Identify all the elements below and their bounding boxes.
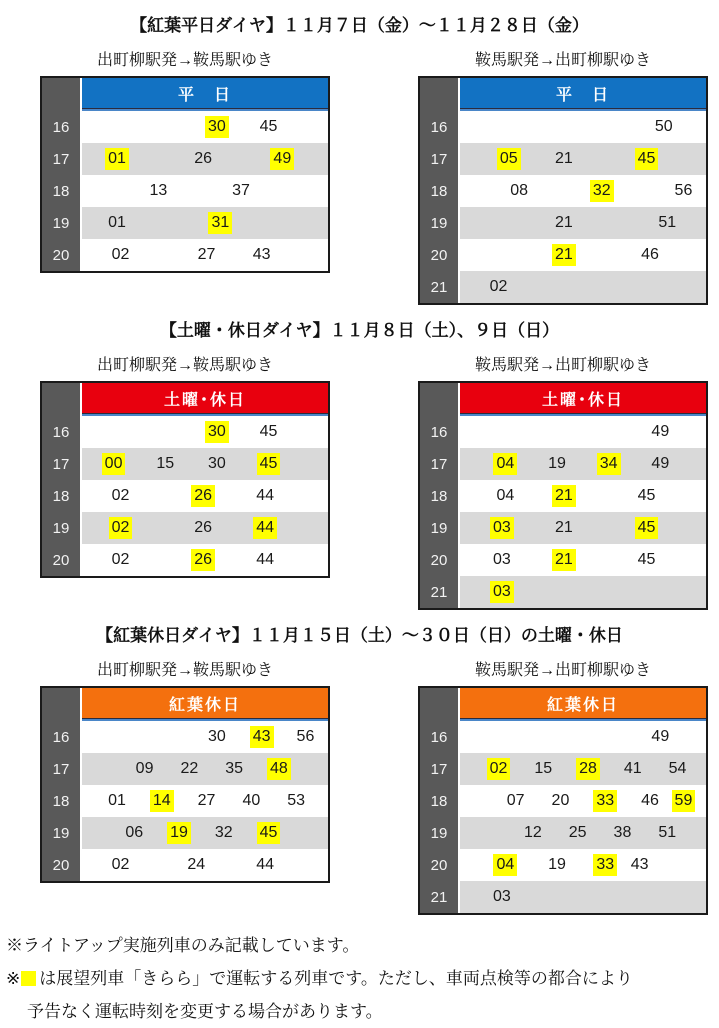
hour-cell: 19 bbox=[420, 512, 460, 544]
minute: 53 bbox=[287, 792, 305, 809]
minutes-area bbox=[460, 239, 706, 271]
minutes-area bbox=[82, 480, 328, 512]
minute-kirara-highlighted: 33 bbox=[593, 854, 617, 876]
minute: 38 bbox=[613, 824, 632, 841]
hour-cell: 19 bbox=[42, 512, 82, 544]
hour-cell: 19 bbox=[420, 817, 460, 849]
minute: 50 bbox=[654, 118, 673, 135]
minutes-area bbox=[82, 512, 328, 544]
hour-cell: 18 bbox=[42, 785, 82, 817]
minute: 49 bbox=[651, 728, 670, 745]
minutes-area bbox=[460, 753, 706, 785]
minute: 44 bbox=[256, 856, 274, 873]
minutes-area bbox=[460, 721, 706, 753]
minutes-area bbox=[460, 271, 706, 303]
timetable-header-row bbox=[42, 78, 328, 108]
minutes-area bbox=[460, 544, 706, 576]
timetable-inbound bbox=[418, 76, 708, 305]
hour-cell: 20 bbox=[420, 239, 460, 271]
minutes-area bbox=[460, 448, 706, 480]
minute: 45 bbox=[637, 551, 656, 568]
minutes-area bbox=[82, 849, 328, 881]
minute-kirara-highlighted: 05 bbox=[497, 148, 521, 170]
minute: 21 bbox=[555, 150, 573, 167]
timetable-row bbox=[42, 480, 328, 512]
minute: 51 bbox=[658, 824, 677, 841]
minutes-area bbox=[82, 544, 328, 576]
hour-column-stub bbox=[42, 383, 82, 413]
minute: 03 bbox=[493, 551, 511, 568]
hour-cell: 17 bbox=[42, 448, 82, 480]
hour-cell: 18 bbox=[420, 785, 460, 817]
timetable-rows bbox=[42, 416, 328, 576]
hour-cell: 18 bbox=[42, 175, 82, 207]
timetable-header-label: 紅葉休日 bbox=[460, 688, 706, 718]
timetable-inbound bbox=[418, 381, 708, 610]
timetable-outbound bbox=[40, 686, 330, 883]
hour-cell: 21 bbox=[420, 271, 460, 303]
minute: 44 bbox=[256, 487, 274, 504]
timetable-row bbox=[420, 881, 706, 913]
minutes-area bbox=[460, 207, 706, 239]
table-caption-outbound: 出町柳駅発→鞍馬駅ゆき bbox=[96, 357, 273, 374]
minute-kirara-highlighted: 04 bbox=[493, 453, 517, 475]
minute: 21 bbox=[555, 214, 573, 231]
minute: 51 bbox=[658, 214, 677, 231]
table-caption-inbound: 鞍馬駅発→出町柳駅ゆき bbox=[474, 662, 651, 679]
hour-cell: 16 bbox=[42, 111, 82, 143]
minute: 49 bbox=[651, 423, 670, 440]
minutes-area bbox=[460, 480, 706, 512]
minute: 30 bbox=[208, 728, 226, 745]
minute-kirara-highlighted: 26 bbox=[191, 485, 215, 507]
minute-kirara-highlighted: 21 bbox=[552, 549, 576, 571]
timetable-row bbox=[420, 849, 706, 881]
minute: 06 bbox=[125, 824, 144, 841]
timetable-rows bbox=[42, 111, 328, 271]
minute: 46 bbox=[641, 792, 659, 809]
minutes-area bbox=[82, 785, 328, 817]
minutes-area bbox=[460, 817, 706, 849]
minutes-area bbox=[82, 175, 328, 207]
section-autumn-holiday bbox=[0, 624, 719, 915]
minute: 02 bbox=[111, 856, 130, 873]
section-saturday-holiday bbox=[0, 319, 719, 610]
timetable-row bbox=[42, 512, 328, 544]
table-col-inbound bbox=[418, 48, 708, 305]
timetable-header-row bbox=[420, 78, 706, 108]
timetable-row bbox=[42, 448, 328, 480]
minute: 43 bbox=[630, 856, 649, 873]
minute: 01 bbox=[108, 792, 126, 809]
section-title: 【土曜・休日ダイヤ】１１月８日（土）、９日（日） bbox=[159, 321, 560, 340]
timetable-rows bbox=[420, 416, 706, 608]
minute: 19 bbox=[548, 856, 566, 873]
timetable-row bbox=[42, 753, 328, 785]
minutes-area bbox=[82, 239, 328, 271]
hour-cell: 17 bbox=[420, 448, 460, 480]
timetable-rows bbox=[42, 721, 328, 881]
minute: 45 bbox=[637, 487, 656, 504]
timetable-row bbox=[42, 239, 328, 271]
minute-kirara-highlighted: 43 bbox=[250, 726, 274, 748]
timetable-row bbox=[420, 753, 706, 785]
footnotes bbox=[6, 929, 719, 1028]
minutes-area bbox=[460, 111, 706, 143]
minute-kirara-highlighted: 45 bbox=[257, 453, 281, 475]
timetable-row bbox=[42, 849, 328, 881]
minute: 02 bbox=[111, 551, 130, 568]
minute: 01 bbox=[108, 214, 126, 231]
minute: 27 bbox=[197, 792, 216, 809]
timetable-row bbox=[420, 576, 706, 608]
section-title: 【紅葉平日ダイヤ】１１月７日（金）～１１月２８日（金） bbox=[130, 16, 589, 35]
note-lightup-only bbox=[6, 929, 719, 962]
minute: 15 bbox=[534, 760, 553, 777]
hour-cell: 17 bbox=[42, 753, 82, 785]
minute: 37 bbox=[232, 182, 250, 199]
hour-cell: 18 bbox=[42, 480, 82, 512]
minute: 15 bbox=[156, 455, 175, 472]
minute: 56 bbox=[296, 728, 315, 745]
minute-kirara-highlighted: 30 bbox=[205, 421, 229, 443]
hour-column-stub bbox=[420, 78, 460, 108]
table-caption-inbound: 鞍馬駅発→出町柳駅ゆき bbox=[474, 357, 651, 374]
timetable-rows bbox=[420, 111, 706, 303]
minutes-area bbox=[82, 721, 328, 753]
table-col-inbound bbox=[418, 353, 708, 610]
timetable-row bbox=[420, 721, 706, 753]
minutes-area bbox=[82, 111, 328, 143]
minute-kirara-highlighted: 32 bbox=[590, 180, 614, 202]
hour-column-stub bbox=[42, 688, 82, 718]
minutes-area bbox=[460, 849, 706, 881]
hour-cell: 18 bbox=[420, 175, 460, 207]
tables-row bbox=[0, 48, 719, 305]
minute: 08 bbox=[510, 182, 529, 199]
hour-cell: 20 bbox=[42, 544, 82, 576]
minute: 30 bbox=[208, 455, 226, 472]
timetable-row bbox=[42, 817, 328, 849]
timetable-header-row bbox=[420, 688, 706, 718]
timetable-row bbox=[420, 207, 706, 239]
timetable-row bbox=[420, 175, 706, 207]
timetable-header-label: 平 日 bbox=[82, 78, 328, 108]
hour-cell: 19 bbox=[420, 207, 460, 239]
minute-kirara-highlighted: 26 bbox=[191, 549, 215, 571]
minute: 26 bbox=[194, 519, 213, 536]
minute-kirara-highlighted: 59 bbox=[672, 790, 696, 812]
minutes-area bbox=[460, 143, 706, 175]
minute: 24 bbox=[187, 856, 206, 873]
minutes-area bbox=[460, 881, 706, 913]
note-text: ※ライトアップ実施列車のみ記載しています。 bbox=[6, 936, 360, 955]
timetable-header-label: 土曜･休日 bbox=[82, 383, 328, 413]
table-caption-inbound: 鞍馬駅発→出町柳駅ゆき bbox=[474, 52, 651, 69]
minute: 26 bbox=[194, 150, 213, 167]
minute: 41 bbox=[623, 760, 642, 777]
minute-kirara-highlighted: 44 bbox=[253, 517, 277, 539]
timetable-outbound bbox=[40, 76, 330, 273]
table-caption-outbound: 出町柳駅発→鞍馬駅ゆき bbox=[96, 52, 273, 69]
minute: 45 bbox=[259, 118, 278, 135]
table-col-outbound bbox=[40, 48, 330, 273]
timetable-row bbox=[420, 480, 706, 512]
timetable-row bbox=[420, 143, 706, 175]
minutes-area bbox=[82, 448, 328, 480]
timetable-row bbox=[420, 239, 706, 271]
minute: 02 bbox=[111, 246, 130, 263]
minutes-area bbox=[82, 753, 328, 785]
yellow-square-icon bbox=[21, 971, 36, 986]
timetable-row bbox=[42, 544, 328, 576]
timetable-row bbox=[420, 512, 706, 544]
hour-cell: 17 bbox=[42, 143, 82, 175]
hour-cell: 18 bbox=[420, 480, 460, 512]
tables-row bbox=[0, 658, 719, 915]
minute-kirara-highlighted: 02 bbox=[487, 758, 511, 780]
timetable-header-row bbox=[42, 383, 328, 413]
minutes-area bbox=[82, 207, 328, 239]
minutes-area bbox=[460, 576, 706, 608]
minute-kirara-highlighted: 21 bbox=[552, 244, 576, 266]
note-text: 予告なく運転時刻を変更する場合があります。 bbox=[27, 1002, 383, 1021]
hour-column-stub bbox=[42, 78, 82, 108]
minute-kirara-highlighted: 03 bbox=[490, 517, 514, 539]
minute: 09 bbox=[135, 760, 154, 777]
minute: 07 bbox=[506, 792, 525, 809]
minute: 27 bbox=[197, 246, 216, 263]
timetable-row bbox=[420, 416, 706, 448]
minute-kirara-highlighted: 31 bbox=[208, 212, 232, 234]
hour-cell: 16 bbox=[420, 721, 460, 753]
minute-kirara-highlighted: 30 bbox=[205, 116, 229, 138]
hour-cell: 19 bbox=[42, 207, 82, 239]
minutes-area bbox=[460, 175, 706, 207]
hour-cell: 16 bbox=[42, 721, 82, 753]
hour-cell: 19 bbox=[42, 817, 82, 849]
hour-cell: 17 bbox=[420, 143, 460, 175]
minute-kirara-highlighted: 01 bbox=[105, 148, 129, 170]
minute-kirara-highlighted: 00 bbox=[102, 453, 126, 475]
minute: 54 bbox=[668, 760, 687, 777]
timetable-row bbox=[42, 207, 328, 239]
minute: 32 bbox=[214, 824, 233, 841]
timetable-row bbox=[420, 544, 706, 576]
minute-kirara-highlighted: 02 bbox=[109, 517, 133, 539]
minute: 03 bbox=[493, 888, 511, 905]
hour-cell: 16 bbox=[42, 416, 82, 448]
table-col-outbound bbox=[40, 353, 330, 578]
minute: 45 bbox=[259, 423, 278, 440]
minute: 20 bbox=[551, 792, 570, 809]
minutes-area bbox=[82, 817, 328, 849]
minutes-area bbox=[82, 143, 328, 175]
minute-kirara-highlighted: 28 bbox=[576, 758, 600, 780]
timetable-row bbox=[420, 817, 706, 849]
minute: 02 bbox=[489, 278, 508, 295]
timetable-row bbox=[420, 785, 706, 817]
minute: 25 bbox=[568, 824, 587, 841]
timetable-row bbox=[42, 143, 328, 175]
minute: 22 bbox=[180, 760, 199, 777]
minute-kirara-highlighted: 21 bbox=[552, 485, 576, 507]
table-col-outbound bbox=[40, 658, 330, 883]
minute: 19 bbox=[548, 455, 566, 472]
timetable-row bbox=[420, 111, 706, 143]
timetable-rows bbox=[420, 721, 706, 913]
minute-kirara-highlighted: 49 bbox=[270, 148, 294, 170]
hour-cell: 16 bbox=[420, 111, 460, 143]
minute-kirara-highlighted: 48 bbox=[267, 758, 291, 780]
minute-kirara-highlighted: 45 bbox=[257, 822, 281, 844]
hour-cell: 16 bbox=[420, 416, 460, 448]
minute: 13 bbox=[149, 182, 168, 199]
tables-row bbox=[0, 353, 719, 610]
timetable-row bbox=[42, 416, 328, 448]
minute: 43 bbox=[252, 246, 271, 263]
timetable-row bbox=[42, 721, 328, 753]
minute-kirara-highlighted: 45 bbox=[635, 148, 659, 170]
timetable-outbound bbox=[40, 381, 330, 578]
hour-cell: 20 bbox=[42, 849, 82, 881]
hour-cell: 21 bbox=[420, 881, 460, 913]
timetable-header-row bbox=[42, 688, 328, 718]
minute-kirara-highlighted: 03 bbox=[490, 581, 514, 603]
minutes-area bbox=[82, 416, 328, 448]
hour-column-stub bbox=[420, 688, 460, 718]
timetable-header-row bbox=[420, 383, 706, 413]
minute: 56 bbox=[674, 182, 693, 199]
note-kirara-legend-cont bbox=[6, 995, 719, 1028]
minutes-area bbox=[460, 512, 706, 544]
minute-kirara-highlighted: 04 bbox=[493, 854, 517, 876]
minute: 02 bbox=[111, 487, 130, 504]
hour-cell: 17 bbox=[420, 753, 460, 785]
note-text: は展望列車「きらら」で運転する列車です。ただし、車両点検等の都合により bbox=[39, 969, 633, 988]
minute: 44 bbox=[256, 551, 274, 568]
timetable-row bbox=[420, 448, 706, 480]
note-kome-mark: ※ bbox=[6, 969, 21, 988]
hour-cell: 20 bbox=[420, 544, 460, 576]
section-title: 【紅葉休日ダイヤ】１１月１５日（土）～３０日（日）の土曜・休日 bbox=[96, 626, 623, 645]
hour-cell: 20 bbox=[42, 239, 82, 271]
timetable-header-label: 土曜･休日 bbox=[460, 383, 706, 413]
table-caption-outbound: 出町柳駅発→鞍馬駅ゆき bbox=[96, 662, 273, 679]
minute-kirara-highlighted: 34 bbox=[597, 453, 621, 475]
timetable-row bbox=[42, 785, 328, 817]
minute: 12 bbox=[524, 824, 542, 841]
timetable-header-label: 平 日 bbox=[460, 78, 706, 108]
timetable-row bbox=[42, 111, 328, 143]
note-kirara-legend bbox=[6, 962, 719, 995]
minute: 21 bbox=[555, 519, 573, 536]
minute-kirara-highlighted: 33 bbox=[593, 790, 617, 812]
timetable-inbound bbox=[418, 686, 708, 915]
hour-cell: 21 bbox=[420, 576, 460, 608]
timetable-row bbox=[420, 271, 706, 303]
timetable-header-label: 紅葉休日 bbox=[82, 688, 328, 718]
minute: 04 bbox=[496, 487, 515, 504]
hour-column-stub bbox=[420, 383, 460, 413]
section-autumn-weekday bbox=[0, 14, 719, 305]
hour-cell: 20 bbox=[420, 849, 460, 881]
minute: 40 bbox=[242, 792, 261, 809]
minute-kirara-highlighted: 45 bbox=[635, 517, 659, 539]
minute: 46 bbox=[641, 246, 659, 263]
minutes-area bbox=[460, 416, 706, 448]
minute: 49 bbox=[651, 455, 670, 472]
table-col-inbound bbox=[418, 658, 708, 915]
minute-kirara-highlighted: 14 bbox=[150, 790, 174, 812]
minute: 35 bbox=[225, 760, 244, 777]
timetable-row bbox=[42, 175, 328, 207]
minute-kirara-highlighted: 19 bbox=[167, 822, 191, 844]
minutes-area bbox=[460, 785, 706, 817]
